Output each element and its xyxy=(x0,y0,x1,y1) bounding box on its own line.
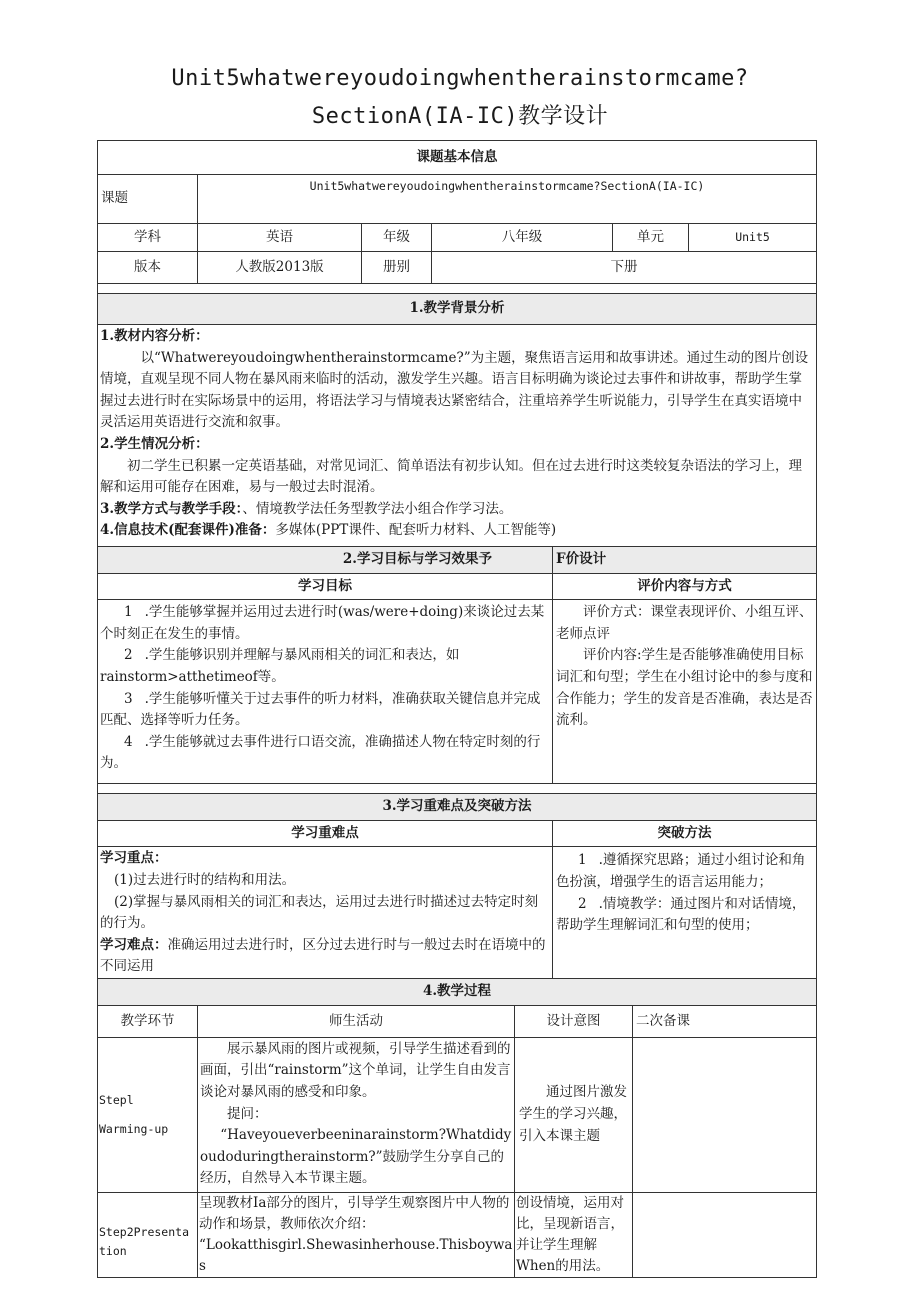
process-col-step: 教学环节 xyxy=(98,1005,198,1037)
tech-prep xyxy=(100,520,814,542)
goal-number: 3 xyxy=(124,690,133,707)
unit-value: Unit5 xyxy=(689,224,817,252)
topic-value: Unit5whatwereyoudoingwhentherainstormcame?SectionA(IA-IC) xyxy=(198,175,817,224)
activity-paragraph: “Haveyoueverbeeninarainstorm?Whatdidyoudoduringtherainstorm?”鼓励学生分享自己的经历，自然导入本节课主题。 xyxy=(200,1127,512,1187)
process-col-prep: 二次备课 xyxy=(633,1005,817,1037)
keypoints-heading: 3.学习重难点及突破方法 xyxy=(98,794,817,821)
goal-item xyxy=(100,689,551,732)
step-name xyxy=(98,1192,198,1277)
teaching-method xyxy=(100,499,814,521)
keypoints-col-header: 学习重难点 xyxy=(98,820,553,847)
goals-col-header: 学习目标 xyxy=(98,573,553,600)
method-item xyxy=(556,894,814,937)
difficulty-text: 准确运用过去进行时，区分过去进行时与一般过去时在语境中的不同运用 xyxy=(100,936,546,975)
step-activity xyxy=(198,1037,515,1192)
keypoints-content xyxy=(98,847,553,979)
grade-value: 八年级 xyxy=(432,224,613,252)
content-analysis-title: 1.教材内容分析： xyxy=(100,328,209,344)
method-text: .情境教学：通过图片和对话情境，帮助学生理解词汇和句型的使用； xyxy=(556,895,806,934)
goals-heading: 2.学习目标与学习效果予 xyxy=(98,546,553,573)
subject-value: 英语 xyxy=(198,224,362,252)
methods-col-header: 突破方法 xyxy=(553,820,817,847)
goal-item xyxy=(100,645,551,688)
eval-col-header: 评价内容与方式 xyxy=(553,573,817,600)
process-col-activity: 师生活动 xyxy=(198,1005,515,1037)
eval-heading: F价设计 xyxy=(553,546,817,573)
student-analysis-text: 初二学生已积累一定英语基础，对常见词汇、简单语法有初步认知。但在过去进行时这类较复杂语法的学习上，理解和运用可能存在困难，易与一般过去时混淆。 xyxy=(100,457,802,496)
step-intent: 通过图片激发学生的学习兴趣，引入本课主题 xyxy=(515,1037,633,1192)
background-heading: 1.教学背景分析 xyxy=(98,294,817,325)
activity-paragraph: “Lookatthisgirl.Shewasinherhouse.Thisboywas xyxy=(199,1236,513,1274)
volume-value: 下册 xyxy=(432,252,817,284)
student-analysis-title: 2.学生情况分析： xyxy=(100,435,209,452)
method-number: 1 xyxy=(578,852,587,869)
goal-item xyxy=(100,602,551,645)
edition-label: 版本 xyxy=(98,252,198,284)
teaching-method-text: 、情境教学法任务型教学法小组合作学习法。 xyxy=(242,500,513,517)
step-intent: 创设情境，运用对比，呈现新语言，并让学生理解When的用法。 xyxy=(515,1192,633,1277)
lesson-plan-table xyxy=(97,140,817,1278)
document-title-line2: SectionA(IA-IC)教学设计 xyxy=(311,104,609,129)
subject-label: 学科 xyxy=(98,224,198,252)
tech-prep-text: 多媒体(PPT课件、配套听力材料、人工智能等) xyxy=(275,522,557,539)
key-item: (2)掌握与暴风雨相关的词汇和表达，运用过去进行时描述过去特定时刻的行为。 xyxy=(100,893,539,932)
eval-criteria: 评价内容:学生是否能够准确使用目标词汇和句型；学生在小组讨论中的参与度和合作能力；学生的发音是否准确，表达是否流利。 xyxy=(556,647,813,729)
step-name-line: Stepl xyxy=(99,1093,134,1108)
spacer xyxy=(98,784,817,794)
activity-paragraph: 展示暴风雨的图片或视频，引导学生描述看到的画面，引出“rainstorm”这个单词，让学生自由发言谈论对暴风雨的感受和印象。 xyxy=(200,1040,511,1101)
basic-info-heading: 课题基本信息 xyxy=(98,141,817,175)
key-item: (1)过去进行时的结构和用法。 xyxy=(114,871,296,888)
eval-method: 评价方式：课堂表现评价、小组互评、老师点评 xyxy=(556,604,813,642)
topic-label: 课题 xyxy=(98,175,198,224)
goal-text: .学生能够识别并理解与暴风雨相关的词汇和表达，如rainstorm>atthetimeof等。 xyxy=(100,647,460,685)
goal-text: .学生能够掌握并运用过去进行时(was/were+doing)来谈论过去某个时刻正在发生的事情。 xyxy=(100,604,545,642)
methods-content xyxy=(553,847,817,979)
teaching-method-title: 3.教学方式与教学手段： xyxy=(100,500,243,517)
edition-value: 人教版2013版 xyxy=(198,252,362,284)
step-prep xyxy=(633,1037,817,1192)
method-item xyxy=(556,850,814,893)
key-title: 学习重点： xyxy=(100,850,168,867)
process-heading: 4.教学过程 xyxy=(98,978,817,1005)
step-prep xyxy=(633,1192,817,1277)
step-name-line: Warming-up xyxy=(99,1121,169,1136)
step-name-line: Step2Presenta xyxy=(99,1225,190,1240)
goal-number: 2 xyxy=(124,647,133,664)
volume-label: 册别 xyxy=(362,252,432,284)
goal-text: .学生能够就过去事件进行口语交流，准确描述人物在特定时刻的行为。 xyxy=(100,733,541,772)
goals-list xyxy=(98,600,553,784)
method-number: 2 xyxy=(578,895,587,912)
goal-number: 4 xyxy=(124,733,133,750)
goal-text: .学生能够听懂关于过去事件的听力材料，准确获取关键信息并完成匹配、选择等听力任务。 xyxy=(100,690,541,729)
activity-paragraph: 提问： xyxy=(227,1105,268,1122)
difficulty xyxy=(100,935,551,978)
step-activity xyxy=(198,1192,515,1277)
eval-content xyxy=(553,600,817,784)
goal-number: 1 xyxy=(124,604,133,621)
unit-label: 单元 xyxy=(613,224,689,252)
difficulty-title: 学习难点： xyxy=(100,936,168,953)
grade-label: 年级 xyxy=(362,224,432,252)
document-title-line1: Unit5whatwereyoudoingwhentherainstormcame? xyxy=(171,66,749,91)
step-name xyxy=(98,1037,198,1192)
spacer xyxy=(98,284,817,294)
content-analysis-text: 以“Whatwereyoudoingwhentherainstormcame?”为主题，聚焦语言运用和故事讲述。通过生动的图片创设情境，直观呈现不同人物在暴风雨来临时的活动，激发学生兴趣。语言目标明确为谈论过去事件和讲故事，帮助学生掌握过去进行时在实际场景中的运用，将语法学习与情境表达紧密结合，注重培养学生听说能力，引导学生在真实语境中灵活运用英语进行交流和叙事。 xyxy=(100,349,809,431)
tech-prep-title: 4.信息技术(配套课件)准备： xyxy=(100,522,276,539)
activity-paragraph: 呈现教材Ia部分的图片，引导学生观察图片中人物的动作和场景，教师依次介绍： xyxy=(199,1194,510,1232)
background-content xyxy=(98,325,817,547)
process-col-intent: 设计意图 xyxy=(515,1005,633,1037)
method-text: .遵循探究思路；通过小组讨论和角色扮演，增强学生的语言运用能力； xyxy=(556,852,806,890)
goal-item xyxy=(100,732,551,775)
step-name-line: tion xyxy=(99,1243,127,1258)
